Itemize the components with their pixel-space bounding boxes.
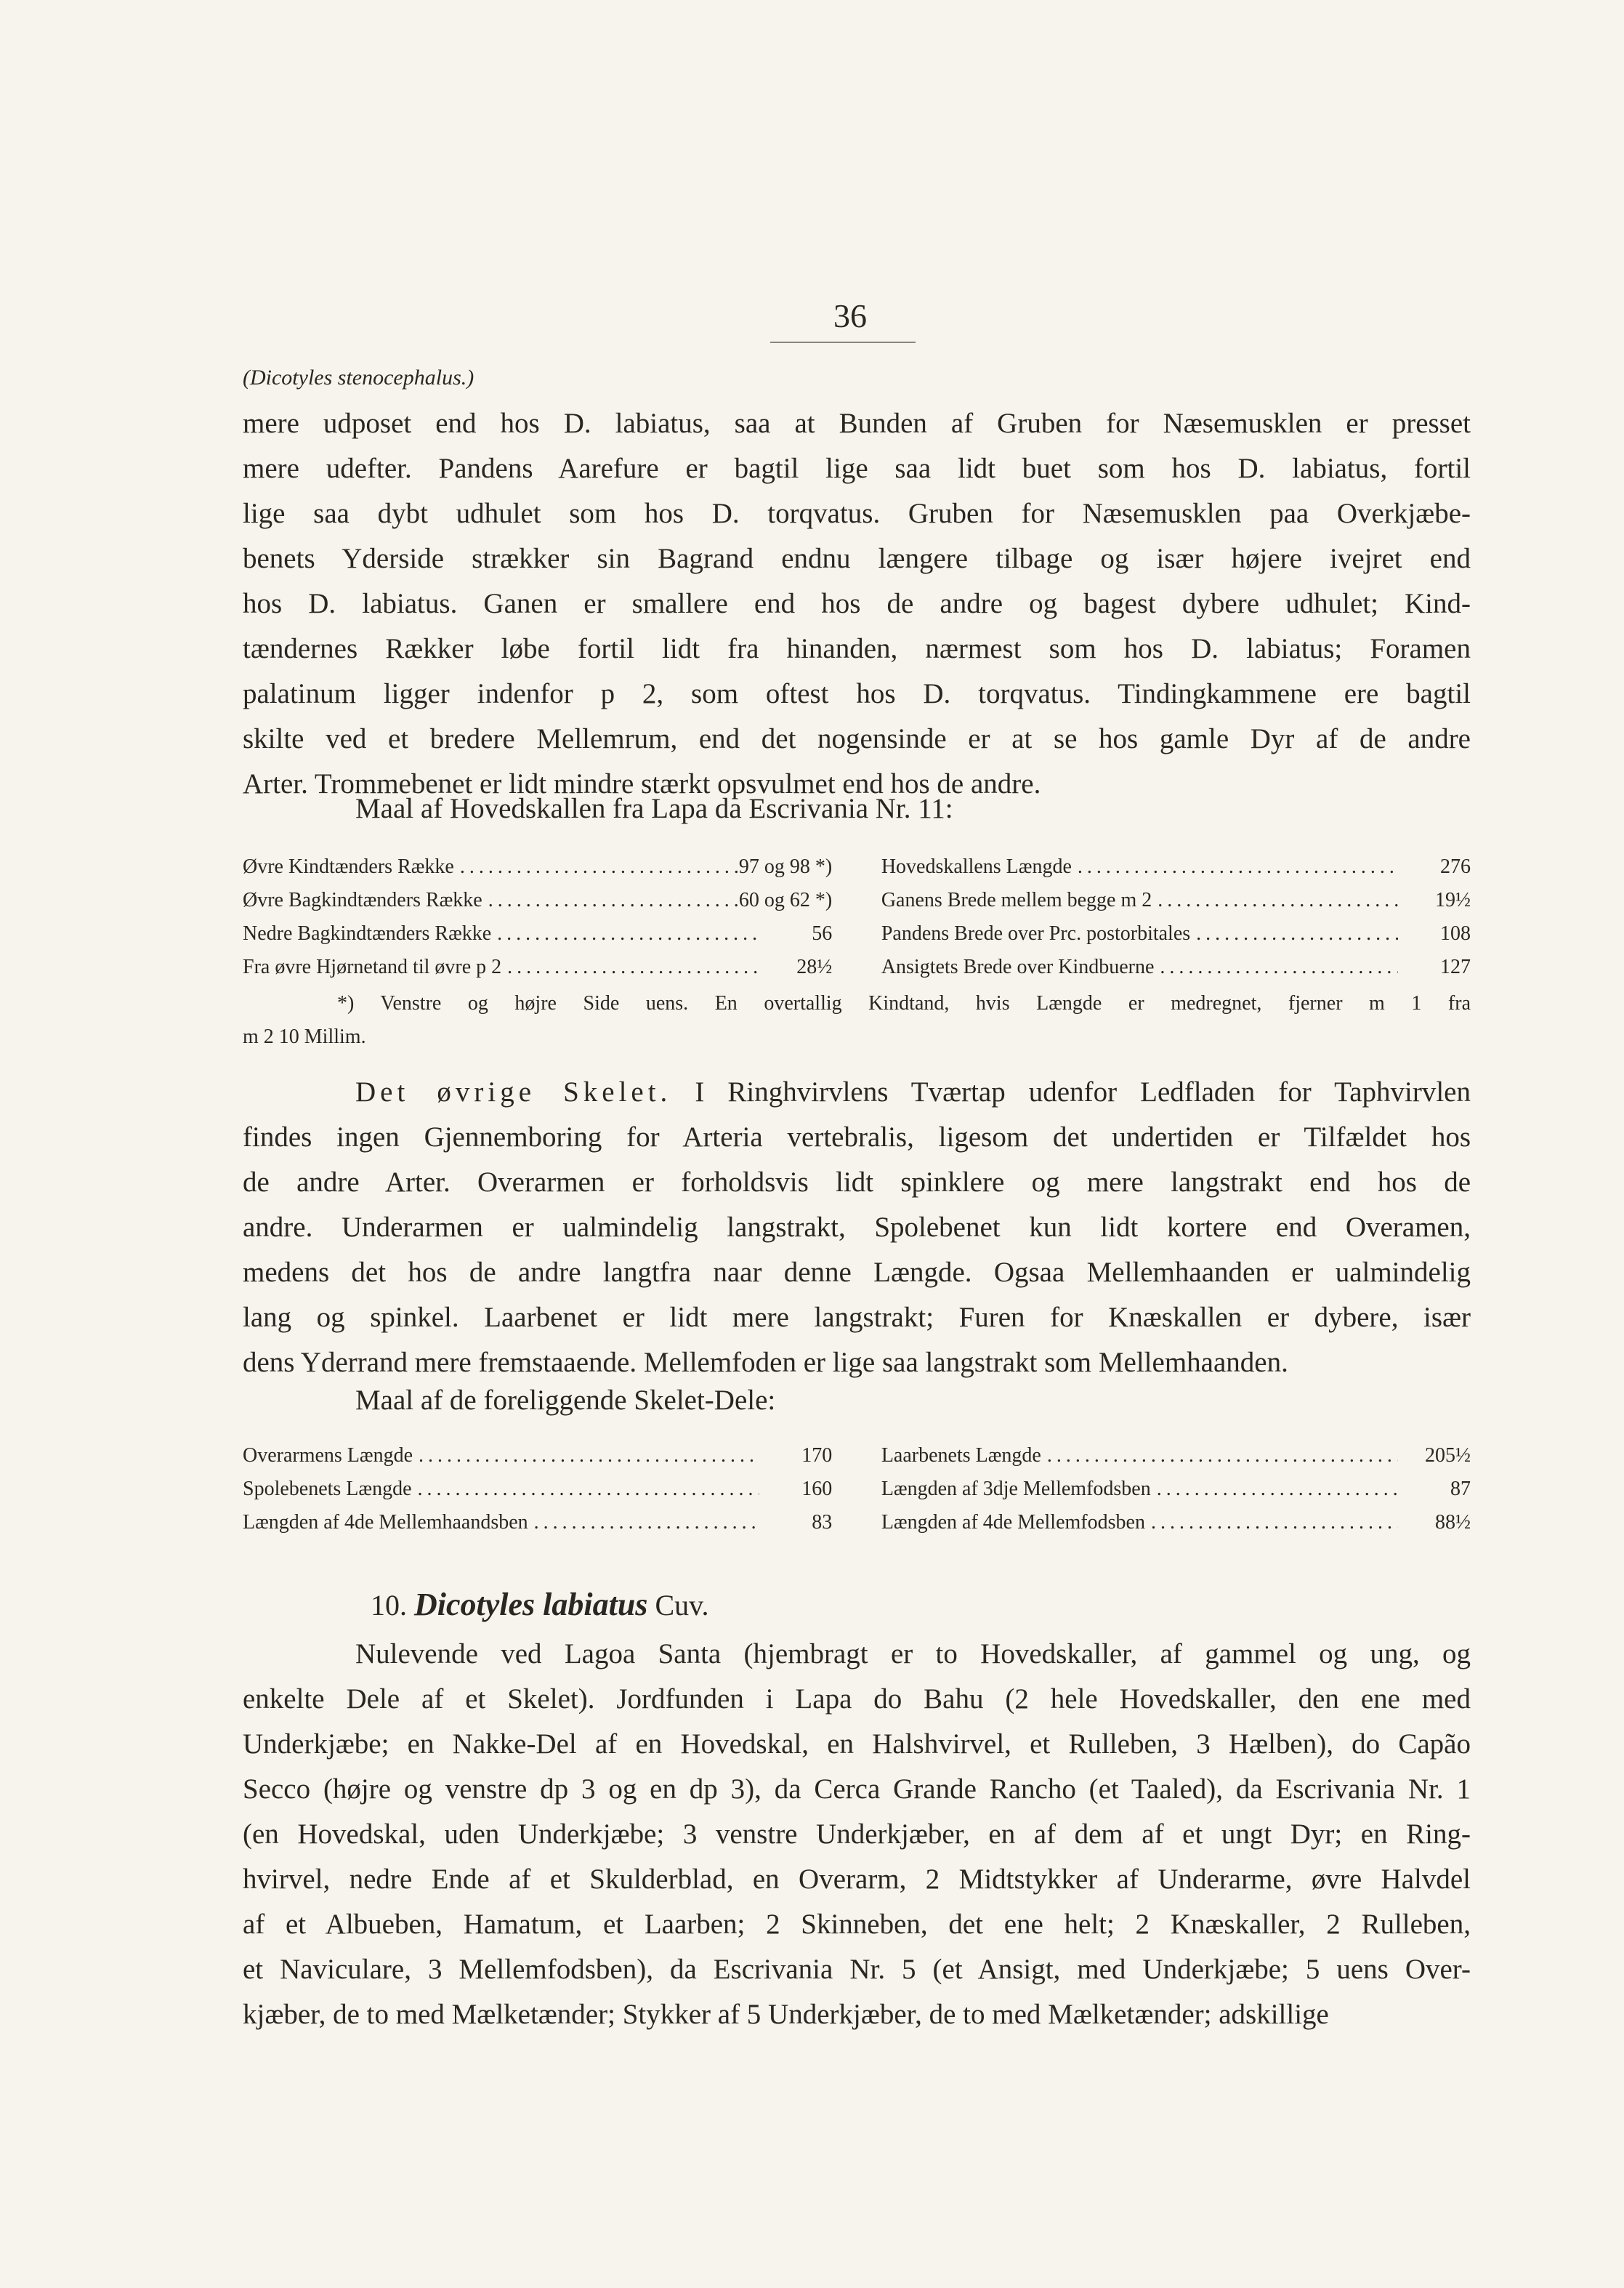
measurement-label: Længden af 3dje Mellemfodsben <box>881 1478 1151 1500</box>
measurement-label: Længden af 4de Mellemfodsben <box>881 1511 1145 1534</box>
skeleton-measurement-right-cell <box>881 1439 1471 1473</box>
dot-leader <box>1151 1473 1398 1506</box>
skull-measurement-left-cell <box>243 917 832 951</box>
skull-measurements-table <box>243 850 1471 984</box>
paragraph-skeleton-line-2: findes ingen Gjennemboring for Arteria vertebralis, ligesom det undertiden er Tilfældet hos <box>243 1121 1471 1153</box>
skull-measurement-left-cell <box>243 850 832 884</box>
skull-measurements-intro-text: Maal af Hovedskallen fra Lapa da Escrivania Nr. 11: <box>355 793 953 824</box>
paragraph-skeleton-line-6: lang og spinkel. Laarbenet er lidt mere langstrakt; Furen for Knæskallen er dybere, især <box>243 1302 1471 1333</box>
measurement-value: 276 <box>1440 855 1471 878</box>
skeleton-measurement-left-cell <box>243 1473 832 1506</box>
measurement-value: 19½ <box>1435 889 1471 911</box>
paragraph-skeleton-line-3: de andre Arter. Overarmen er forholdsvis lidt spinklere og mere langstrakt end hos de <box>243 1167 1471 1198</box>
page-number: 36 <box>833 297 867 334</box>
dot-leader <box>1190 917 1398 951</box>
measurement-value: 88½ <box>1435 1511 1471 1534</box>
skeleton-measurement-left-cell <box>243 1506 832 1539</box>
measurement-label: Øvre Kindtænders Række <box>243 855 454 878</box>
paragraph-skull-description-line-9: Arter. Trommebenet er lidt mindre stærkt opsvulmet end hos de andre. <box>243 768 1041 799</box>
paragraph-skeleton <box>243 1070 1471 1385</box>
measurement-value: 108 <box>1440 922 1471 945</box>
measurement-value: 160 <box>801 1478 833 1500</box>
dot-leader <box>482 884 739 917</box>
paragraph-labiatus-material-line-2: enkelte Dele af et Skelet). Jordfunden i Lapa do Bahu (2 hele Hovedskaller, den ene med <box>243 1683 1471 1715</box>
measurement-label: Ansigtets Brede over Kindbuerne <box>881 956 1155 978</box>
paragraph-skull-description-line-3: lige saa dybt udhulet som hos D. torqvatus. Gruben for Næsemusklen paa Overkjæbe- <box>243 498 1471 529</box>
paragraph-labiatus-material-line-4: Secco (højre og venstre dp 3 og en dp 3), da Cerca Grande Rancho (et Taaled), da Escrivania Nr. 1 <box>243 1773 1471 1805</box>
skull-measurement-row <box>243 850 1471 884</box>
measurement-value: 83 <box>812 1511 833 1534</box>
skeleton-measurement-right-cell <box>881 1506 1471 1539</box>
running-head: (Dicotyles stenocephalus.) <box>243 366 474 390</box>
dot-leader <box>1154 951 1398 984</box>
measurement-label: Spolebenets Længde <box>243 1478 412 1500</box>
measurement-label: Øvre Bagkindtænders Række <box>243 889 482 911</box>
section-number: 10. <box>371 1589 407 1622</box>
skeleton-measurement-row <box>243 1473 1471 1506</box>
paragraph-skull-description-line-6: tændernes Rækker løbe fortil lidt fra hinanden, nærmest som hos D. labiatus; Foramen <box>243 633 1471 664</box>
paragraph-labiatus-material-line-6: hvirvel, nedre Ende af et Skulderblad, en Overarm, 2 Midtstykker af Underarme, øvre Halvdel <box>243 1864 1471 1895</box>
dot-leader <box>454 850 739 884</box>
paragraph-labiatus-material-line-7: af et Albueben, Hamatum, et Laarben; 2 Skinneben, det ene helt; 2 Knæskaller, 2 Rulleben, <box>243 1909 1471 1940</box>
paragraph-skeleton-line-1 <box>243 1070 1471 1115</box>
paragraph-skull-description-line-4: benets Yderside strækker sin Bagrand endnu længere tilbage og især højere ivejret end <box>243 543 1471 574</box>
measurement-label: Laarbenets Længde <box>881 1444 1041 1467</box>
measurement-value: 205½ <box>1425 1444 1471 1467</box>
skull-measurement-left-cell <box>243 884 832 917</box>
measurement-value: 127 <box>1440 956 1471 978</box>
footnote <box>243 987 1471 1054</box>
skull-measurements-intro <box>243 786 1471 831</box>
skeleton-heading: Det øvrige Skelet. <box>355 1076 672 1108</box>
paragraph-skeleton-line-4: andre. Underarmen er ualmindelig langstrakt, Spolebenet kun lidt kortere end Overamen, <box>243 1212 1471 1243</box>
skull-measurement-right-cell <box>881 917 1471 951</box>
dot-leader <box>491 917 759 951</box>
section-author: Cuv. <box>655 1589 709 1622</box>
skeleton-measurements-intro-text: Maal af de foreliggende Skelet-Dele: <box>355 1385 776 1416</box>
measurement-value: 170 <box>801 1444 833 1467</box>
measurement-value: 28½ <box>796 956 833 978</box>
section-heading <box>371 1583 709 1627</box>
measurement-label: Overarmens Længde <box>243 1444 413 1467</box>
measurement-label: Fra øvre Hjørnetand til øvre p 2 <box>243 956 502 978</box>
measurement-value: 56 <box>812 922 833 945</box>
skull-measurement-right-cell <box>881 951 1471 984</box>
measurement-label: Pandens Brede over Prc. postorbitales <box>881 922 1191 945</box>
skull-measurement-row <box>243 884 1471 917</box>
dot-leader <box>1041 1439 1398 1473</box>
paragraph-labiatus-material <box>243 1632 1471 2037</box>
skeleton-measurement-row <box>243 1506 1471 1539</box>
skeleton-measurement-row <box>243 1439 1471 1473</box>
skull-measurement-right-cell <box>881 884 1471 917</box>
dot-leader <box>1072 850 1398 884</box>
footnote-line-2: m 2 10 Millim. <box>243 1026 366 1048</box>
dot-leader <box>1145 1506 1398 1539</box>
measurement-label: Længden af 4de Mellemhaandsben <box>243 1511 528 1534</box>
measurement-label: Ganens Brede mellem begge m 2 <box>881 889 1152 911</box>
dot-leader <box>528 1506 760 1539</box>
paragraph-skull-description-line-7: palatinum ligger indenfor p 2, som oftest hos D. torqvatus. Tindingkammene ere bagtil <box>243 678 1471 709</box>
dot-leader <box>412 1473 760 1506</box>
paragraph-skeleton-line-1-text: I Ringhvirvlens Tværtap udenfor Ledfladen for Taphvirvlen <box>695 1076 1471 1108</box>
paragraph-skull-description-line-1: mere udposet end hos D. labiatus, saa at Bunden af Gruben for Næsemusklen er presset <box>243 408 1471 439</box>
paragraph-skeleton-line-7: dens Yderrand mere fremstaaende. Mellemfoden er lige saa langstrakt som Mellemhaanden. <box>243 1347 1288 1378</box>
section-species-name: Dicotyles labiatus <box>414 1587 648 1622</box>
page-number-rule <box>770 342 916 343</box>
measurement-label: Hovedskallens Længde <box>881 855 1072 878</box>
paragraph-skull-description-line-2: mere udefter. Pandens Aarefure er bagtil lige saa lidt buet som hos D. labiatus, fortil <box>243 453 1471 484</box>
skeleton-measurements-table <box>243 1439 1471 1539</box>
paragraph-skull-description-line-8: skilte ved et bredere Mellemrum, end det nogensinde er at se hos gamle Dyr af de andre <box>243 723 1471 754</box>
skull-measurement-left-cell <box>243 951 832 984</box>
dot-leader <box>1152 884 1398 917</box>
paragraph-skull-description <box>243 401 1471 807</box>
measurement-value: 60 og 62 *) <box>738 889 833 911</box>
skeleton-measurements-intro <box>243 1378 1471 1423</box>
paragraph-skull-description-line-5: hos D. labiatus. Ganen er smallere end hos de andre og bagest dybere udhulet; Kind- <box>243 588 1471 619</box>
paragraph-labiatus-material-line-5: (en Hovedskal, uden Underkjæbe; 3 venstre Underkjæber, en af dem af et ungt Dyr; en Ring- <box>243 1818 1471 1850</box>
measurement-value: 97 og 98 *) <box>738 855 833 878</box>
paragraph-skeleton-line-5: medens det hos de andre langtfra naar denne Længde. Ogsaa Mellemhaanden er ualmindelig <box>243 1257 1471 1288</box>
skull-measurement-right-cell <box>881 850 1471 884</box>
measurement-label: Nedre Bagkindtænders Række <box>243 922 492 945</box>
skull-measurement-row <box>243 951 1471 984</box>
dot-leader <box>413 1439 759 1473</box>
skeleton-measurement-right-cell <box>881 1473 1471 1506</box>
paragraph-labiatus-material-line-9: kjæber, de to med Mælketænder; Stykker af 5 Underkjæber, de to med Mælketænder; adskillige <box>243 1999 1329 2030</box>
skeleton-measurement-left-cell <box>243 1439 832 1473</box>
paragraph-labiatus-material-line-3: Underkjæbe; en Nakke-Del af en Hovedskal, en Halshvirvel, et Rulleben, 3 Hælben), do Capão <box>243 1728 1471 1760</box>
footnote-line-1: *) Venstre og højre Side uens. En overtallig Kindtand, hvis Længde er medregnet, fjerner m 1 fra <box>337 992 1471 1015</box>
paragraph-labiatus-material-line-8: et Naviculare, 3 Mellemfodsben), da Escrivania Nr. 5 (et Ansigt, med Underkjæbe; 5 uens Over- <box>243 1954 1471 1985</box>
measurement-value: 87 <box>1450 1478 1471 1500</box>
skull-measurement-row <box>243 917 1471 951</box>
paragraph-labiatus-material-line-1: Nulevende ved Lagoa Santa (hjembragt er to Hovedskaller, af gammel og ung, og <box>355 1638 1471 1669</box>
dot-leader <box>501 951 759 984</box>
